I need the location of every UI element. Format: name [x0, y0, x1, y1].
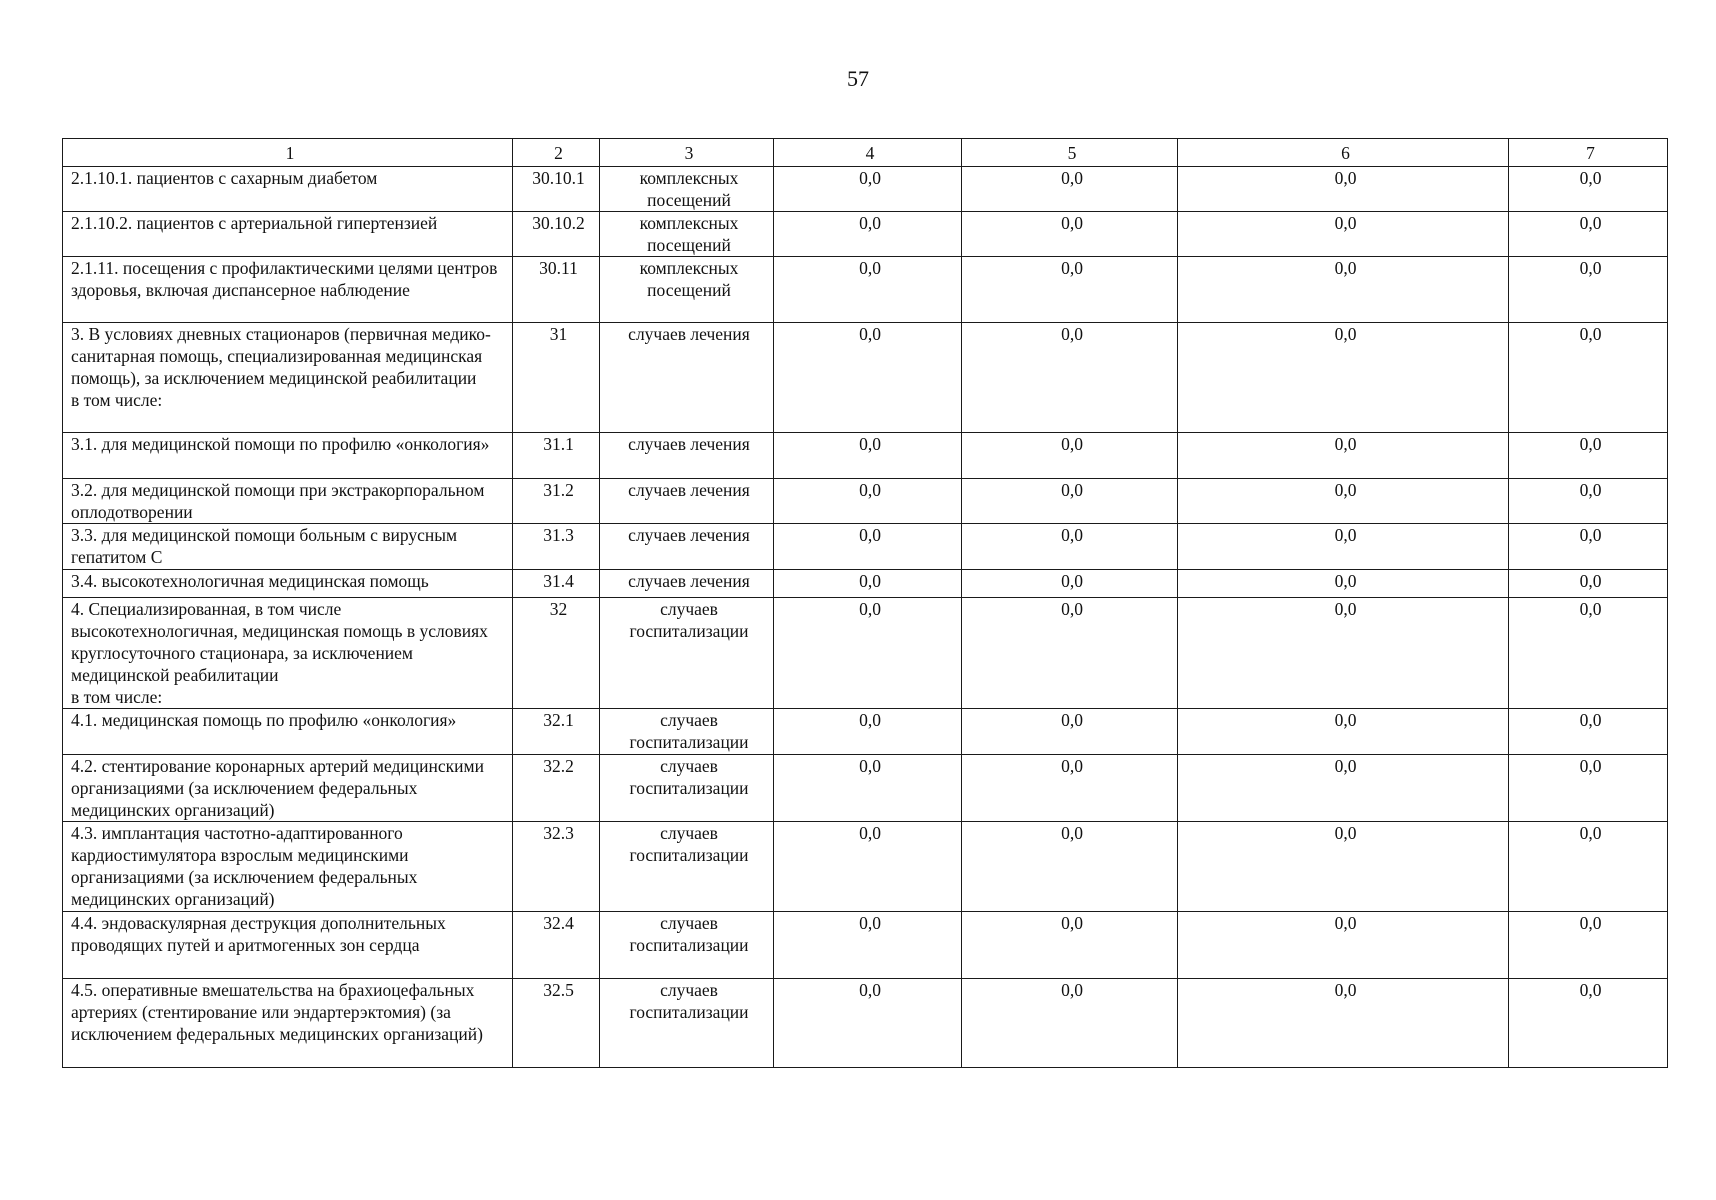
data-table [62, 138, 1668, 1068]
column-header: 4 [774, 139, 962, 167]
row-value-cell: 0,0 [1509, 167, 1668, 212]
row-name-cell: 3. В условиях дневных стационаров (первичная медико-санитарная помощь, специализированная медицинская помощь), за исключением медицинской реабилитации в том числе: [63, 323, 513, 433]
column-header: 3 [600, 139, 774, 167]
row-name-cell: 3.4. высокотехнологичная медицинская помощь [63, 570, 513, 598]
row-value-cell: 0,0 [962, 598, 1178, 709]
row-value-cell: 0,0 [962, 167, 1178, 212]
table-row [63, 479, 1668, 524]
table-row [63, 912, 1668, 979]
row-value-cell: 0,0 [1178, 433, 1509, 479]
row-unit-cell: комплексных посещений [600, 257, 774, 323]
row-value-cell: 0,0 [774, 570, 962, 598]
row-unit-cell: случаев лечения [600, 570, 774, 598]
row-value-cell: 0,0 [774, 433, 962, 479]
column-header: 2 [513, 139, 600, 167]
row-code-cell: 31.4 [513, 570, 600, 598]
row-value-cell: 0,0 [962, 570, 1178, 598]
row-value-cell: 0,0 [962, 912, 1178, 979]
row-value-cell: 0,0 [774, 257, 962, 323]
row-value-cell: 0,0 [962, 709, 1178, 755]
row-value-cell: 0,0 [1509, 323, 1668, 433]
table-row [63, 433, 1668, 479]
row-code-cell: 32 [513, 598, 600, 709]
row-code-cell: 31.3 [513, 524, 600, 570]
row-value-cell: 0,0 [1178, 598, 1509, 709]
row-value-cell: 0,0 [774, 598, 962, 709]
row-unit-cell: комплексных посещений [600, 212, 774, 257]
column-header: 6 [1178, 139, 1509, 167]
row-value-cell: 0,0 [774, 979, 962, 1068]
row-value-cell: 0,0 [774, 822, 962, 912]
row-value-cell: 0,0 [774, 212, 962, 257]
row-value-cell: 0,0 [774, 524, 962, 570]
row-code-cell: 32.5 [513, 979, 600, 1068]
row-name-cell: 3.3. для медицинской помощи больным с вирусным гепатитом С [63, 524, 513, 570]
table-row [63, 598, 1668, 709]
row-code-cell: 32.2 [513, 755, 600, 822]
row-value-cell: 0,0 [962, 433, 1178, 479]
row-value-cell: 0,0 [962, 257, 1178, 323]
row-name-cell: 4.2. стентирование коронарных артерий медицинскими организациями (за исключением федеральных медицинских организаций) [63, 755, 513, 822]
column-header: 5 [962, 139, 1178, 167]
table-row [63, 979, 1668, 1068]
row-value-cell: 0,0 [962, 212, 1178, 257]
table-row [63, 524, 1668, 570]
row-value-cell: 0,0 [1509, 598, 1668, 709]
row-name-cell: 4. Специализированная, в том числе высокотехнологичная, медицинская помощь в условиях круглосуточного стационара, за исключением медицинской реабилитации в том числе: [63, 598, 513, 709]
table-row [63, 167, 1668, 212]
row-value-cell: 0,0 [1509, 709, 1668, 755]
row-value-cell: 0,0 [962, 524, 1178, 570]
row-value-cell: 0,0 [1178, 257, 1509, 323]
row-unit-cell: случаев госпитализации [600, 598, 774, 709]
row-name-cell: 2.1.11. посещения с профилактическими целями центров здоровья, включая диспансерное наблюдение [63, 257, 513, 323]
row-value-cell: 0,0 [1509, 755, 1668, 822]
row-code-cell: 32.4 [513, 912, 600, 979]
row-unit-cell: случаев госпитализации [600, 709, 774, 755]
row-value-cell: 0,0 [1509, 524, 1668, 570]
row-value-cell: 0,0 [774, 912, 962, 979]
row-value-cell: 0,0 [1509, 479, 1668, 524]
row-value-cell: 0,0 [962, 822, 1178, 912]
row-unit-cell: случаев лечения [600, 479, 774, 524]
row-unit-cell: комплексных посещений [600, 167, 774, 212]
row-value-cell: 0,0 [1178, 709, 1509, 755]
row-name-cell: 3.2. для медицинской помощи при экстракорпоральном оплодотворении [63, 479, 513, 524]
row-value-cell: 0,0 [962, 323, 1178, 433]
row-value-cell: 0,0 [1509, 212, 1668, 257]
row-unit-cell: случаев лечения [600, 323, 774, 433]
row-value-cell: 0,0 [1509, 570, 1668, 598]
table-row [63, 709, 1668, 755]
column-header: 1 [63, 139, 513, 167]
row-value-cell: 0,0 [1178, 167, 1509, 212]
row-code-cell: 30.10.2 [513, 212, 600, 257]
row-code-cell: 30.10.1 [513, 167, 600, 212]
row-value-cell: 0,0 [774, 323, 962, 433]
row-code-cell: 31.1 [513, 433, 600, 479]
row-name-cell: 4.4. эндоваскулярная деструкция дополнительных проводящих путей и аритмогенных зон сердца [63, 912, 513, 979]
row-value-cell: 0,0 [1178, 570, 1509, 598]
table-row [63, 570, 1668, 598]
row-name-cell: 3.1. для медицинской помощи по профилю «онкология» [63, 433, 513, 479]
row-name-cell: 2.1.10.2. пациентов с артериальной гипертензией [63, 212, 513, 257]
row-name-cell: 2.1.10.1. пациентов с сахарным диабетом [63, 167, 513, 212]
row-code-cell: 32.1 [513, 709, 600, 755]
row-value-cell: 0,0 [1509, 979, 1668, 1068]
column-header: 7 [1509, 139, 1668, 167]
row-value-cell: 0,0 [1509, 912, 1668, 979]
table-row [63, 323, 1668, 433]
row-value-cell: 0,0 [1509, 433, 1668, 479]
header-row [63, 139, 1668, 167]
row-value-cell: 0,0 [1178, 479, 1509, 524]
row-value-cell: 0,0 [1509, 822, 1668, 912]
row-value-cell: 0,0 [1178, 524, 1509, 570]
row-value-cell: 0,0 [962, 479, 1178, 524]
row-unit-cell: случаев госпитализации [600, 979, 774, 1068]
row-unit-cell: случаев лечения [600, 433, 774, 479]
row-value-cell: 0,0 [1178, 755, 1509, 822]
row-unit-cell: случаев госпитализации [600, 755, 774, 822]
table-row [63, 755, 1668, 822]
row-code-cell: 31 [513, 323, 600, 433]
table-row [63, 257, 1668, 323]
page-number: 57 [847, 66, 869, 91]
row-value-cell: 0,0 [1178, 212, 1509, 257]
row-name-cell: 4.3. имплантация частотно-адаптированного кардиостимулятора взрослым медицинскими организациями (за исключением федеральных медицинских организаций) [63, 822, 513, 912]
row-value-cell: 0,0 [962, 755, 1178, 822]
row-value-cell: 0,0 [774, 167, 962, 212]
row-unit-cell: случаев госпитализации [600, 822, 774, 912]
row-name-cell: 4.5. оперативные вмешательства на брахиоцефальных артериях (стентирование или эндартерэктомия) (за исключением федеральных медицинских организаций) [63, 979, 513, 1068]
row-unit-cell: случаев госпитализации [600, 912, 774, 979]
row-value-cell: 0,0 [1178, 822, 1509, 912]
row-code-cell: 30.11 [513, 257, 600, 323]
row-value-cell: 0,0 [774, 479, 962, 524]
row-code-cell: 31.2 [513, 479, 600, 524]
row-value-cell: 0,0 [1178, 979, 1509, 1068]
table-row [63, 822, 1668, 912]
row-unit-cell: случаев лечения [600, 524, 774, 570]
row-value-cell: 0,0 [1178, 323, 1509, 433]
row-name-cell: 4.1. медицинская помощь по профилю «онкология» [63, 709, 513, 755]
row-value-cell: 0,0 [1509, 257, 1668, 323]
row-value-cell: 0,0 [774, 755, 962, 822]
row-value-cell: 0,0 [962, 979, 1178, 1068]
row-code-cell: 32.3 [513, 822, 600, 912]
row-value-cell: 0,0 [1178, 912, 1509, 979]
row-value-cell: 0,0 [774, 709, 962, 755]
table-row [63, 212, 1668, 257]
